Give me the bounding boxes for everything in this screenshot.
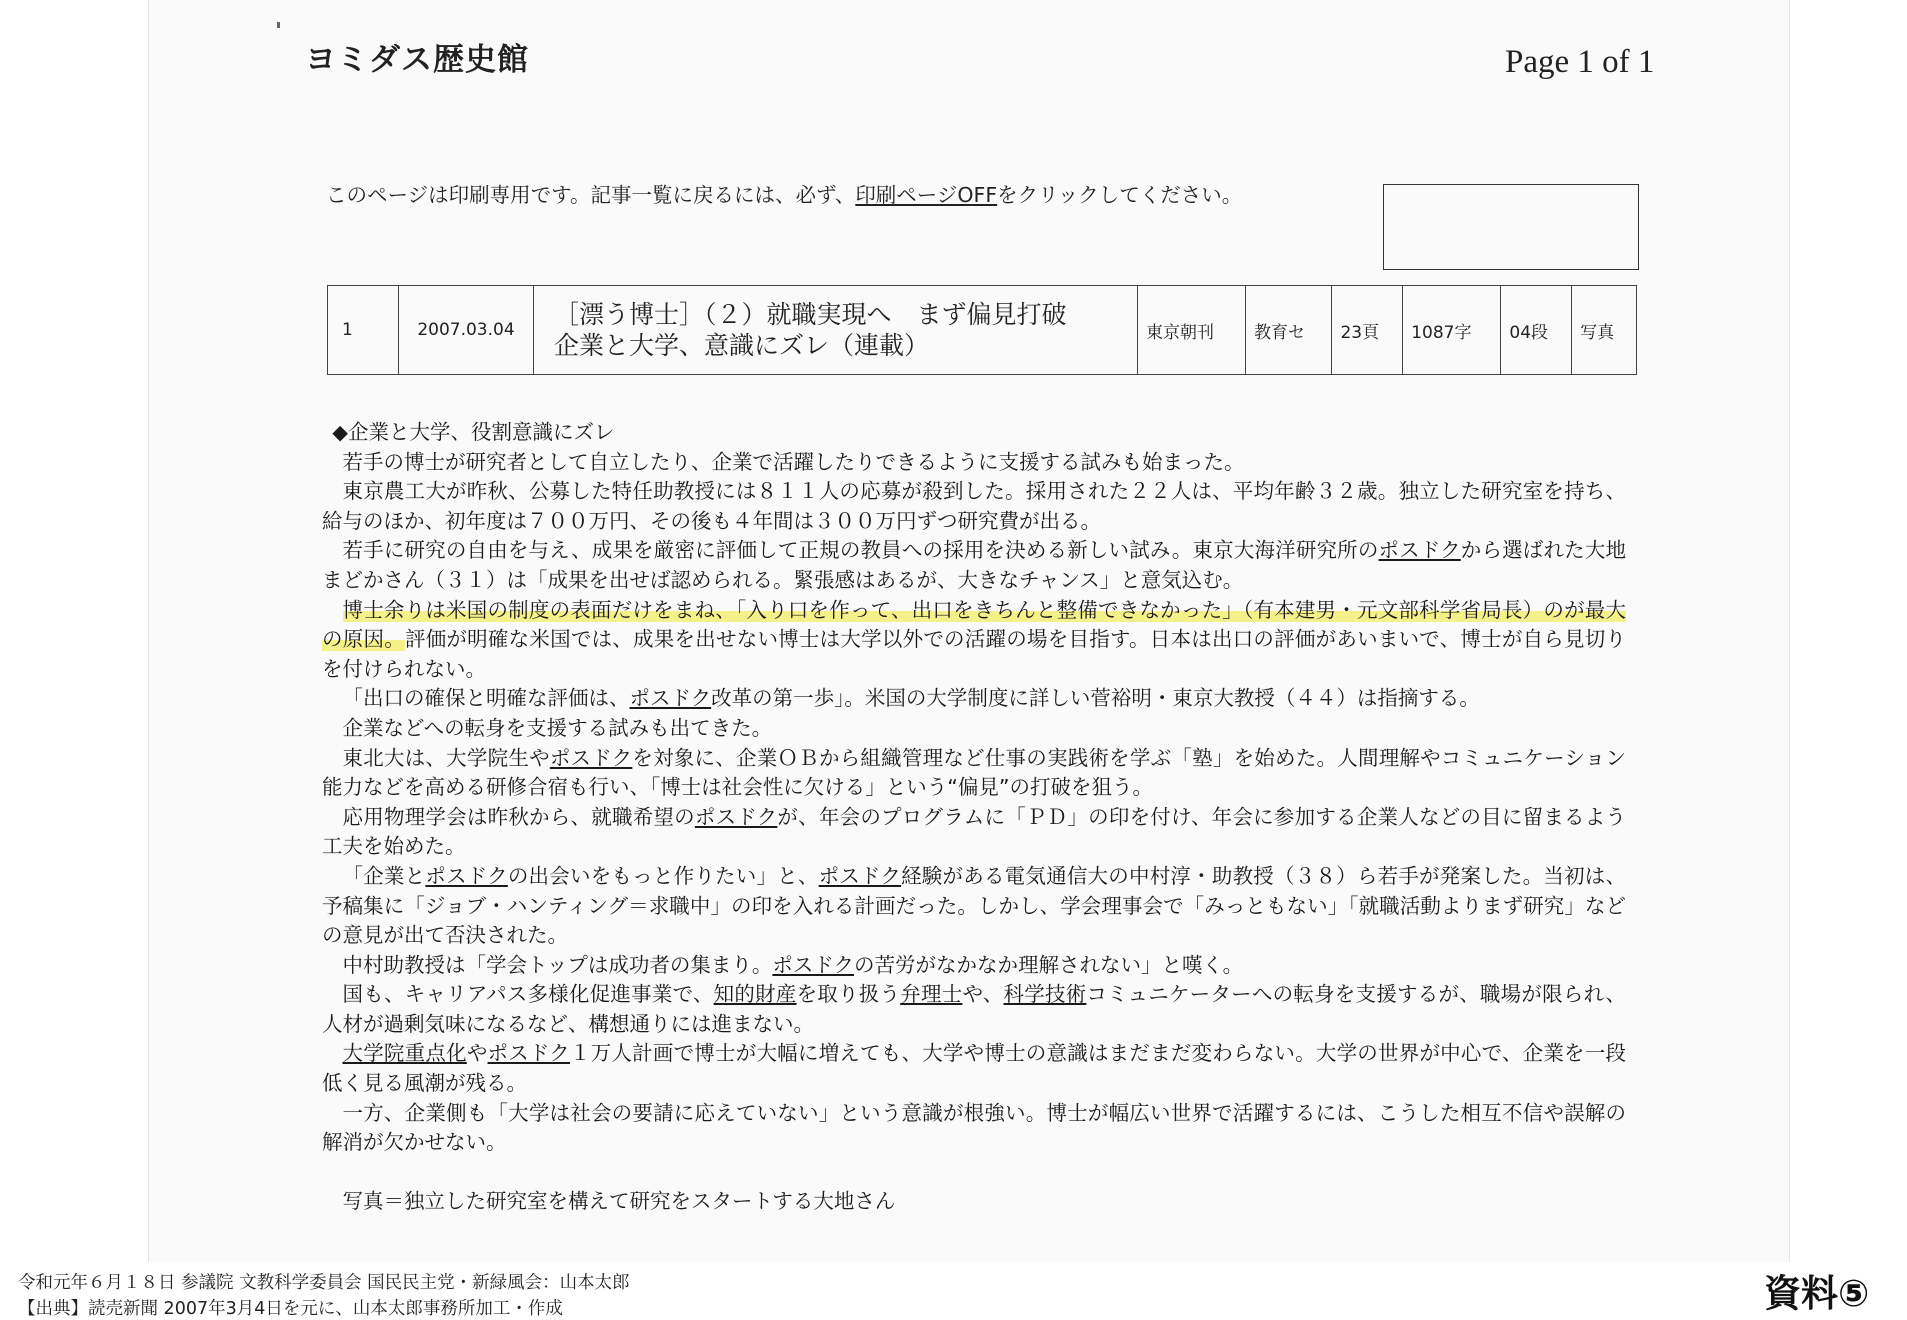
print-off-link[interactable]: 印刷ページOFF bbox=[855, 183, 998, 207]
paragraph-text: を対象に、企業ＯＢから組織管理など仕事の実践術を学ぶ「塾」を始めた。人間理解やコミュニケーション能力などを高める研修合宿も行い、「博士は社会性に欠ける」という“偏見”の打破を狙う。 bbox=[322, 745, 1627, 800]
paragraph-text: 東北大は、大学院生や bbox=[342, 745, 550, 770]
paragraph bbox=[322, 803, 1626, 862]
print-notice-text: このページは印刷専用です。記事一覧に戻るには、必ず、 bbox=[326, 183, 856, 207]
paragraph bbox=[322, 1039, 1626, 1098]
article-subhead: ◆企業と大学、役割意識にズレ bbox=[332, 420, 615, 444]
paragraph-text: 若手に研究の自由を与え、成果を厳密に評価して正規の教員への採用を決める新しい試み。東京大海洋研究所の bbox=[342, 538, 1379, 563]
paragraph: 企業などへの転身を支援する試みも出てきた。 bbox=[342, 715, 773, 740]
document-label: 資料⑤ bbox=[1764, 1272, 1870, 1315]
paragraph-text: 「企業と bbox=[342, 863, 426, 888]
site-title: ヨミダス歴史館 bbox=[305, 42, 529, 78]
term-link[interactable]: 大学院重点化 bbox=[342, 1041, 467, 1066]
article-char-count: 1087字 bbox=[1403, 286, 1501, 375]
term-link[interactable]: ポスドク bbox=[629, 686, 712, 711]
term-link[interactable]: ポスドク bbox=[425, 863, 508, 888]
paragraph-text: 評価が明確な米国では、成果を出せない博士は大学以外での活躍の場を目指す。日本は出口の評価があいまいで、博士が自ら見切りを付けられない。 bbox=[322, 627, 1627, 681]
term-link[interactable]: ポスドク bbox=[772, 952, 854, 977]
paragraph: 一方、企業側も「大学は社会の要請に応えていない」という意識が根強い。博士が幅広い世界で活躍するには、こうした相互不信や誤解の解消が欠かせない。 bbox=[322, 1100, 1626, 1155]
paragraph bbox=[322, 744, 1626, 803]
headline-line-2: 企業と大学、意識にズレ（連載） bbox=[554, 331, 930, 360]
article-media: 写真 bbox=[1572, 286, 1637, 375]
paragraph bbox=[322, 536, 1626, 595]
article-edition: 東京朝刊 bbox=[1138, 286, 1246, 375]
term-link[interactable]: ポスドク bbox=[1378, 538, 1461, 563]
paragraph-text: や、 bbox=[962, 982, 1004, 1007]
term-link[interactable]: ポスドク bbox=[549, 745, 633, 770]
article-number: 1 bbox=[328, 286, 399, 375]
paragraph bbox=[322, 684, 1626, 714]
paragraph-text: 「出口の確保と明確な評価は、 bbox=[342, 686, 630, 711]
scan-speck bbox=[277, 22, 280, 28]
paragraph: 東京農工大が昨秋、公募した特任助教授には８１１人の応募が殺到した。採用された２２人は、平均年齢３２歳。独立した研究室を持ち、給与のほか、初年度は７００万円、その後も４年間は３００万円ずつ研究費が出る。 bbox=[322, 479, 1626, 533]
photo-caption: 写真＝独立した研究室を構えて研究をスタートする大地さん bbox=[342, 1189, 896, 1214]
paragraph-text: コミュニケーターへの転身を支援するが、職場が限られ、人材が過剰気味になるなど、構想通りには進まない。 bbox=[322, 982, 1627, 1036]
article-section: 教育セ bbox=[1246, 286, 1332, 375]
table-row bbox=[328, 286, 1637, 375]
term-link[interactable]: 知的財産 bbox=[713, 982, 797, 1007]
footer-citation-line: 【出典】読売新聞 2007年3月4日を元に、山本太郎事務所加工・作成 bbox=[18, 1299, 563, 1319]
article-body bbox=[322, 418, 1626, 1217]
article-index-table bbox=[327, 285, 1637, 375]
highlighted-text: 博士余りは米国の制度の表面だけをまね、「入り口を作って、出口をきちんと整備できなかった」（有本建男・元文部科学省局長）のが最大の原因。 bbox=[322, 597, 1626, 652]
article-date: 2007.03.04 bbox=[399, 286, 534, 375]
term-link[interactable]: ポスドク bbox=[487, 1041, 570, 1066]
paragraph bbox=[322, 862, 1626, 951]
paragraph-text: １万人計画で博士が大幅に増えても、大学や博士の意識はまだまだ変わらない。大学の世界が中心で、企業を一段低く見る風潮が残る。 bbox=[322, 1041, 1626, 1096]
paragraph-text: から選ばれた大地まどかさん（３１）は「成果を出せば認められる。緊張感はあるが、大きなチャンス」と意気込む。 bbox=[322, 538, 1626, 592]
term-link[interactable]: ポスドク bbox=[818, 863, 902, 888]
paragraph-text: 中村助教授は「学会トップは成功者の集まり。 bbox=[342, 952, 773, 977]
paragraph-text: 経験がある電気通信大の中村淳・助教授（３８）ら若手が発案した。当初は、予稿集に「ジョブ・ハンティング＝求職中」の印を入れる計画だった。しかし、学会理事会で「みっともない」「就職活動よりまず研究」などの意見が出て否決された。 bbox=[322, 863, 1627, 948]
paragraph: 若手の博士が研究者として自立したり、企業で活躍したりできるように支援する試みも始まった。 bbox=[342, 449, 1245, 474]
paragraph-text: 改革の第一歩」。米国の大学制度に詳しい菅裕明・東京大教授（４４）は指摘する。 bbox=[711, 686, 1480, 711]
page-indicator: Page 1 of 1 bbox=[1505, 44, 1655, 80]
paragraph bbox=[322, 596, 1626, 685]
print-notice bbox=[326, 178, 1242, 208]
paragraph-text: の出会いをもっと作りたい」と、 bbox=[507, 863, 819, 888]
footer-source-line: 令和元年６月１８日 参議院 文教科学委員会 国民民主党・新緑風会：山本太郎 bbox=[18, 1273, 630, 1293]
paragraph-text: や bbox=[466, 1041, 488, 1066]
paragraph-text: の苦労がなかなか理解されない」と嘆く。 bbox=[853, 952, 1244, 977]
paragraph-text: を取り扱う bbox=[796, 982, 901, 1007]
article-headline bbox=[534, 286, 1138, 375]
article-page: 23頁 bbox=[1332, 286, 1403, 375]
paragraph bbox=[322, 951, 1626, 981]
paragraph-text: 応用物理学会は昨秋から、就職希望の bbox=[342, 804, 695, 829]
print-notice-text-end: をクリックしてください。 bbox=[997, 183, 1243, 207]
term-link[interactable]: 科学技術 bbox=[1003, 982, 1087, 1007]
paragraph-text: が、年会のプログラムに「ＰＤ」の印を付け、年会に参加する企業人などの目に留まるよう工夫を始めた。 bbox=[322, 804, 1627, 859]
paragraph-text: 国も、キャリアパス多様化促進事業で、 bbox=[342, 982, 714, 1007]
term-link[interactable]: ポスドク bbox=[694, 804, 778, 829]
article-columns: 04段 bbox=[1501, 286, 1572, 375]
paragraph bbox=[322, 980, 1626, 1039]
blank-box bbox=[1383, 184, 1639, 270]
headline-line-1: ［漂う博士］（２）就職実現へ まず偏見打破 bbox=[554, 300, 1067, 329]
term-link[interactable]: 弁理士 bbox=[900, 982, 963, 1007]
